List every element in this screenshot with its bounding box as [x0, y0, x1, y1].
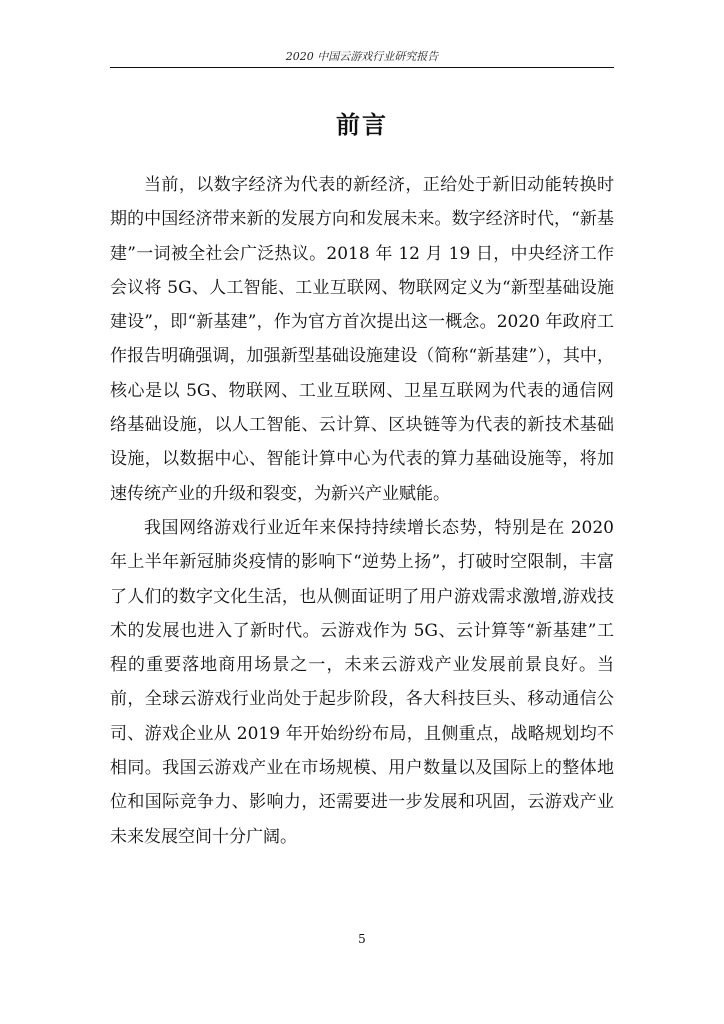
page-title: 前言 — [336, 111, 388, 139]
body-text — [110, 168, 614, 854]
page-number: 5 — [358, 932, 366, 946]
running-header: 2020 中国云游戏行业研究报告 — [285, 50, 439, 63]
paragraph-1: 当前，以数字经济为代表的新经济，正给处于新旧动能转换时期的中国经济带来新的发展方向和发展未来。数字经济时代，“新基建”一词被全社会广泛热议。2018 年 12 月 19 日，中央经济工作会议将 5G、人工智能、工业互联网、物联网定义为“新型基础设施建设”，即“新基建”，作为官方首次提出这一概念。2020 年政府工作报告明确强调，加强新型基础设施建设（简称“新基建”），其中，核心是以 5G、物联网、工业互联网、卫星互联网为代表的通信网络基础设施，以人工智能、云计算、区块链等为代表的新技术基础设施，以数据中心、智能计算中心为代表的算力基础设施等，将加速传统产业的升级和裂变，为新兴产业赋能。 — [110, 175, 614, 504]
header-divider — [110, 67, 614, 68]
paragraph-2: 我国网络游戏行业近年来保持持续增长态势，特别是在 2020 年上半年新冠肺炎疫情的影响下“逆势上扬”，打破时空限制，丰富了人们的数字文化生活，也从侧面证明了用户游戏需求激增,游戏技术的发展也进入了新时代。云游戏作为 5G、云计算等“新基建”工程的重要落地商用场景之一，未来云游戏产业发展前景良好。当前，全球云游戏行业尚处于起步阶段，各大科技巨头、移动通信公司、游戏企业从 2019 年开始纷纷布局，且侧重点，战略规划均不相同。我国云游戏产业在市场规模、用户数量以及国际上的整体地位和国际竞争力、影响力，还需要进一步发展和巩固，云游戏产业未来发展空间十分广阔。 — [110, 517, 614, 847]
